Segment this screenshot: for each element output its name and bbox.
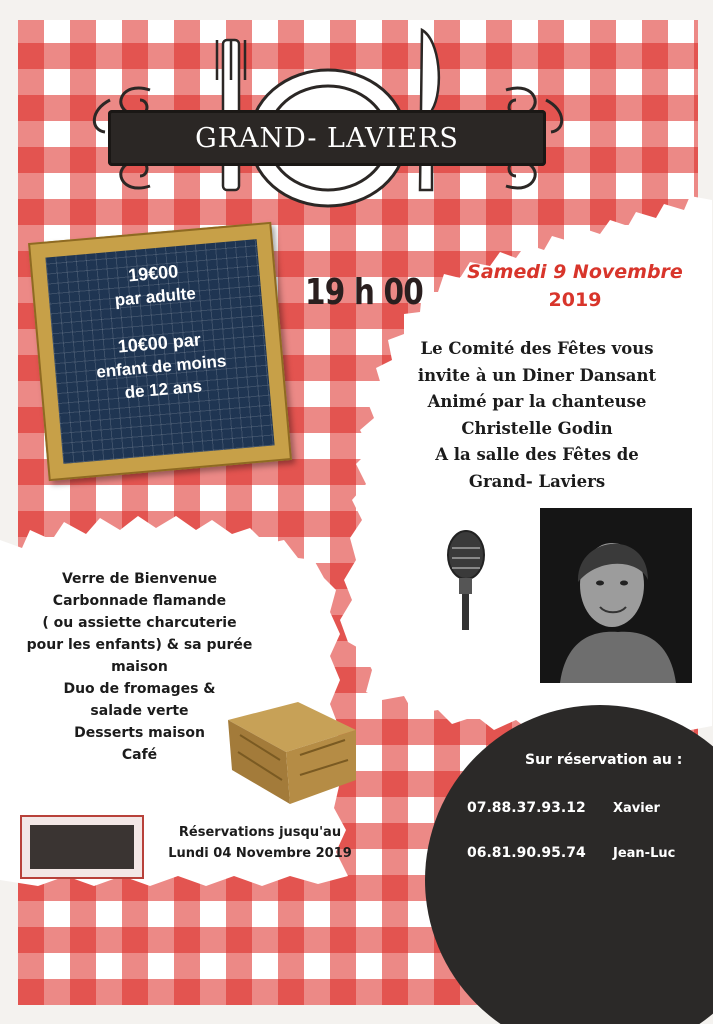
menu-item: pour les enfants) & sa purée	[26, 637, 253, 653]
chalkboard-surface	[45, 239, 274, 464]
invitation-text	[372, 336, 702, 495]
child-price: 10€00	[116, 332, 169, 357]
adult-price: 19€00	[127, 261, 179, 286]
child-price-label-2: enfant de moins	[95, 351, 228, 382]
invitation-line: Christelle Godin	[461, 418, 613, 438]
invitation-line: Animé par la chanteuse	[427, 392, 647, 411]
menu-item: ( ou assiette charcuterie	[42, 615, 237, 631]
dinner-menu	[12, 568, 267, 766]
menu-item: Desserts maison	[74, 725, 205, 741]
invitation-line: Le Comité des Fêtes vous	[420, 339, 654, 358]
contact-heading: Sur réservation au :	[525, 752, 683, 768]
contact-row-xavier	[467, 800, 660, 816]
menu-item: Café	[121, 747, 158, 763]
phone-number[interactable]: 06.81.90.95.74	[467, 845, 586, 861]
menu-item: salade verte	[90, 703, 189, 719]
reservation-deadline	[150, 822, 370, 864]
price-chalkboard	[28, 222, 292, 481]
invitation-line: A la salle des Fêtes de	[435, 445, 639, 464]
event-date	[440, 258, 710, 314]
event-date-day: Samedi 9 Novembre	[467, 261, 683, 283]
menu-item: Verre de Bienvenue	[61, 571, 218, 587]
contact-row-jean-luc	[467, 845, 675, 861]
bistro-slate-image	[20, 815, 144, 879]
child-price-label-1: par	[171, 329, 202, 352]
menu-item: Duo de fromages &	[63, 681, 216, 697]
phone-number[interactable]: 07.88.37.93.12	[467, 800, 586, 816]
menu-item: Carbonnade flamande	[52, 593, 227, 609]
menu-item: maison	[111, 659, 168, 675]
event-time: 19 h 00	[305, 272, 423, 313]
adult-price-label: par adulte	[113, 283, 197, 310]
invitation-line: invite à un Diner Dansant	[417, 365, 657, 385]
event-date-year: 2019	[548, 289, 602, 311]
invitation-line: Grand- Laviers	[468, 471, 606, 491]
bistro-slate-surface	[30, 825, 134, 869]
reservation-deadline-line1: Réservations jusqu'au	[178, 825, 342, 840]
title-banner: GRAND- LAVIERS	[108, 110, 546, 166]
contact-name: Jean-Luc	[613, 846, 676, 861]
child-price-label-3: de 12 ans	[123, 376, 203, 403]
reservation-deadline-line2: Lundi 04 Novembre 2019	[168, 846, 352, 861]
singer-photo-drawing	[540, 508, 692, 683]
contact-name: Xavier	[613, 801, 660, 816]
